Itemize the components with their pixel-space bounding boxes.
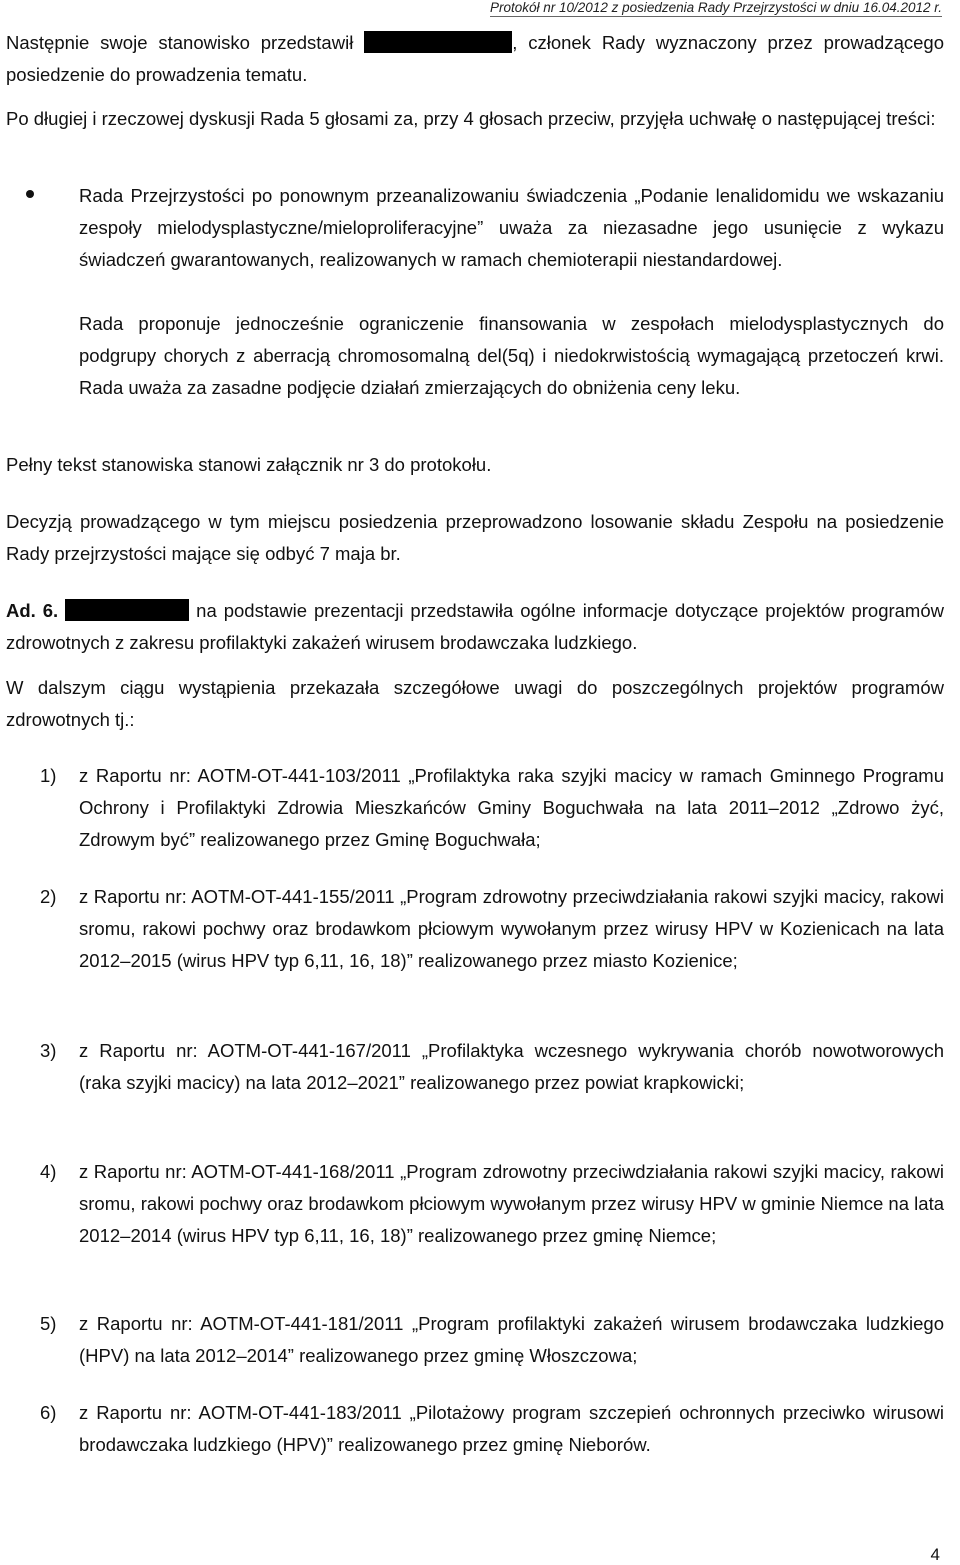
paragraph-details: W dalszym ciągu wystąpienia przekazała szczegółowe uwagi do poszczególnych projektów programów zdrowotnych tj.: [6,677,944,730]
ad6-label: Ad. 6. [6,600,59,621]
paragraph-ad6 [6,595,944,659]
bullet-dot [26,190,34,198]
list-item: z Raportu nr: AOTM-OT-441-103/2011 „Profilaktyka raka szyjki macicy w ramach Gminnego Programu Ochrony i Profilaktyki Zdrowia Mieszkańców Gminy Boguchwała na lata 2011–2012 „Zdrowo żyć, Zdrowym być” realizowanego przez Gminę Boguchwała; [79,765,944,850]
list-item-number: 1) [40,765,57,786]
resolution-text: Rada Przejrzystości po ponownym przeanalizowaniu świadczenia „Podanie lenalidomidu we wskazaniu zespoły mielodysplastyczne/mieloproliferacyjne” uważa za niezasadne jego usunięcie z wykazu świadczeń gwarantowanych, realizowanych w ramach chemioterapii niestandardowej. [79,185,944,270]
list-item-number: 4) [40,1161,57,1182]
ad6-text: na podstawie prezentacji przedstawiła ogólne informacje dotyczące projektów programów zdrowotnych z zakresu profilaktyki zakażeń wirusem brodawczaka ludzkiego. [6,600,944,653]
paragraph-drawing: Decyzją prowadzącego w tym miejscu posiedzenia przeprowadzono losowanie składu Zespołu na posiedzenie Rady przejrzystości mające się odbyć 7 maja br. [6,511,944,564]
list-item: z Raportu nr: AOTM-OT-441-181/2011 „Program profilaktyki zakażeń wirusem brodawczaka ludzkiego (HPV) na lata 2012–2014” realizowanego przez gminę Włoszczowa; [79,1313,944,1366]
paragraph-attachment: Pełny tekst stanowiska stanowi załącznik nr 3 do protokołu. [6,454,492,475]
list-item: z Raportu nr: AOTM-OT-441-167/2011 „Profilaktyka wczesnego wykrywania chorób nowotworowych (raka szyjki macicy) na lata 2012–2021” realizowanego przez powiat krapkowicki; [79,1040,944,1093]
list-item-number: 5) [40,1313,57,1334]
list-item: z Raportu nr: AOTM-OT-441-168/2011 „Program zdrowotny przeciwdziałania rakowi szyjki macicy, rakowi sromu, rakowi pochwy oraz brodawkom płciowym wywołanym przez wirusy HPV w gminie Niemce na lata 2012–2014 (wirus HPV typ 6,11, 16, 18)” realizowanego przez gminę Niemce; [79,1161,944,1246]
list-item-number: 2) [40,886,57,907]
list-item: z Raportu nr: AOTM-OT-441-183/2011 „Pilotażowy program szczepień ochronnych przeciwko wirusowi brodawczaka ludzkiego (HPV)” realizowanego przez gminę Nieborów. [79,1402,944,1455]
list-item: z Raportu nr: AOTM-OT-441-155/2011 „Program zdrowotny przeciwdziałania rakowi szyjki macicy, rakowi sromu, rakowi pochwy oraz brodawkom płciowym wywołanym przez wirusy HPV w Kozienicach na lata 2012–2015 (wirus HPV typ 6,11, 16, 18)” realizowanego przez miasto Kozienice; [79,886,944,971]
paragraph-discussion: Po długiej i rzeczowej dyskusji Rada 5 głosami za, przy 4 głosach przeciw, przyjęła uchwałę o następującej treści: [6,108,936,129]
list-item-number: 3) [40,1040,57,1061]
redacted-name [65,599,189,621]
redacted-name [364,31,512,53]
paragraph-presentation-start: Następnie swoje stanowisko przedstawił [6,32,365,53]
paragraph-presentation [6,27,944,91]
page-number: 4 [930,1545,940,1564]
resolution-continuation: Rada proponuje jednocześnie ograniczenie finansowania w zespołach mielodysplastycznych do podgrupy chorych z aberracją chromosomalną del(5q) i niedokrwistością wymagającą przetoczeń krwi. Rada uważa za zasadne podjęcie działań zmierzających do obniżenia ceny leku. [79,313,944,398]
page-header: Protokół nr 10/2012 z posiedzenia Rady Przejrzystości w dniu 16.04.2012 r. [490,0,942,15]
paragraph-presentation-end: , członek Rady wyznaczony przez prowadzącego posiedzenie do prowadzenia tematu. [6,32,944,85]
list-item-number: 6) [40,1402,57,1423]
